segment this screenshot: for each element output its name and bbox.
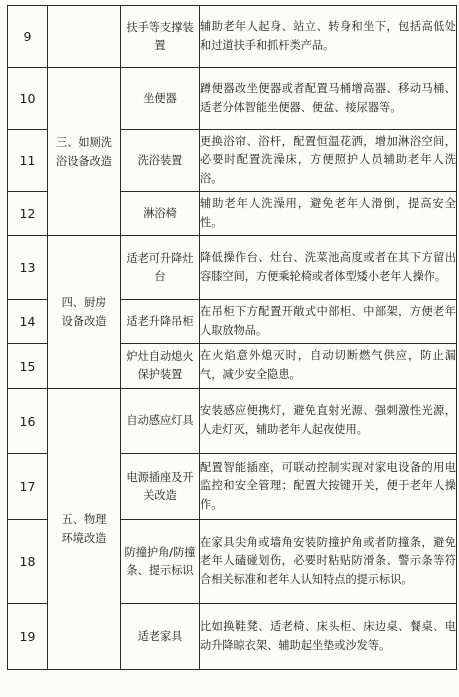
table-row [8,236,457,300]
item-description: 在家具尖角或墙角安装防撞护角或者防撞条，避免老年人磕碰划伤，必要时粘贴防滑条、警示条等符合相关标准和老年人认知特点的提示标识。 [200,520,457,604]
row-number: 13 [8,236,48,300]
row-number: 19 [8,604,48,670]
renovation-items-table [7,5,457,670]
item-name: 扶手等支撑装置 [121,6,200,68]
category-cell-kitchen: 四、厨房 设备改造 [48,236,121,389]
item-description: 辅助老年人洗澡用，避免老年人滑倒，提高安全性。 [200,192,457,236]
row-number: 9 [8,6,48,68]
item-name: 适老可升降灶台 [121,236,200,300]
item-description: 辅助老年人起身、站立、转身和坐下，包括高低处和过道扶手和抓杆类产品。 [200,6,457,68]
item-name: 适老升降吊柜 [121,300,200,344]
row-number: 11 [8,130,48,192]
item-description: 更换浴帘、浴杆，配置恒温花洒，增加淋浴空间，必要时配置洗澡床，方便照护人员辅助老年人洗浴。 [200,130,457,192]
item-description: 降低操作台、灶台、洗菜池高度或者在其下方留出容膝空间，方便乘轮椅或者体型矮小老年人操作。 [200,236,457,300]
row-number: 10 [8,68,48,130]
item-description: 在吊柜下方配置开敞式中部柜、中部架，方便老年人取放物品。 [200,300,457,344]
table-row [8,389,457,454]
item-name: 电源插座及开关改造 [121,454,200,520]
item-name: 自动感应灯具 [121,389,200,454]
item-description: 蹲便器改坐便器或者配置马桶增高器、移动马桶、适老分体智能坐便器、便盆、接尿器等。 [200,68,457,130]
row-number: 15 [8,344,48,389]
table-row [8,6,457,68]
category-cell [48,6,121,68]
item-description: 在火焰意外熄灭时，自动切断燃气供应，防止漏气，减少安全隐患。 [200,344,457,389]
row-number: 16 [8,389,48,454]
item-name: 坐便器 [121,68,200,130]
row-number: 14 [8,300,48,344]
row-number: 18 [8,520,48,604]
item-name: 淋浴椅 [121,192,200,236]
item-name: 炉灶自动熄火保护装置 [121,344,200,389]
category-cell-bathroom: 三、如厕洗 浴设备改造 [48,68,121,236]
category-cell-environment: 五、物理 环境改造 [48,389,121,670]
row-number: 12 [8,192,48,236]
item-description: 配置智能插座，可联动控制实现对家电设备的用电监控和安全管理；配置大按键开关，便于老年人操作。 [200,454,457,520]
item-name: 防撞护角/防撞条、提示标识 [121,520,200,604]
row-number: 17 [8,454,48,520]
item-description: 安装感应便携灯，避免直射光源、强刺激性光源，人走灯灭，辅助老年人起夜使用。 [200,389,457,454]
item-name: 适老家具 [121,604,200,670]
table-row [8,68,457,130]
item-description: 比如换鞋凳、适老椅、床头柜、床边桌、餐桌、电动升降晾衣架、辅助起坐垫或沙发等。 [200,604,457,670]
item-name: 洗浴装置 [121,130,200,192]
